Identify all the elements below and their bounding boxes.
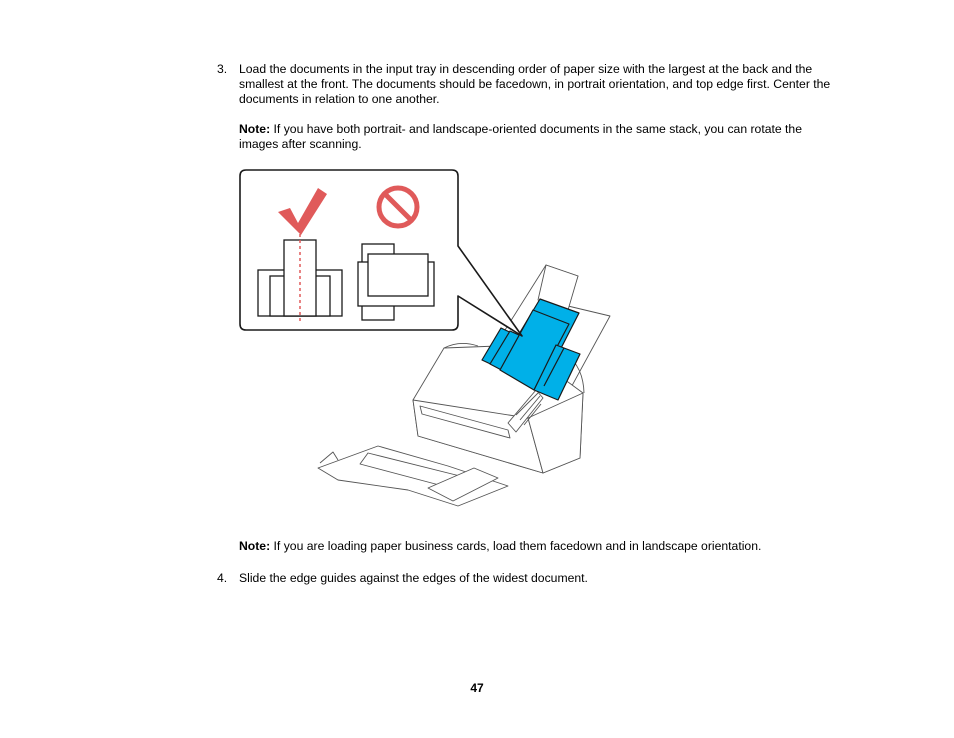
note-rotate-images [239,122,839,152]
note-label: Note: [239,122,271,136]
step-number: 3. [217,62,228,76]
note-text: If you have both portrait- and landscape-oriented documents in the same stack, you can rotate the images after scanning. [239,122,802,151]
step-number: 4. [217,571,228,585]
note-text: If you are loading paper business cards, load them facedown and in landscape orientation. [270,539,762,553]
note-label: Note: [239,539,271,553]
step-text: Slide the edge guides against the edges of the widest document. [239,571,588,585]
document-loading-illustration [238,168,618,508]
note-business-cards [239,539,839,554]
step-text: Load the documents in the input tray in descending order of paper size with the largest at the back and the smallest at the front. The documents should be facedown, in portrait orientation, and top edge first. Center the documents in relation to one another. [239,62,831,106]
page-number: 47 [470,681,484,695]
